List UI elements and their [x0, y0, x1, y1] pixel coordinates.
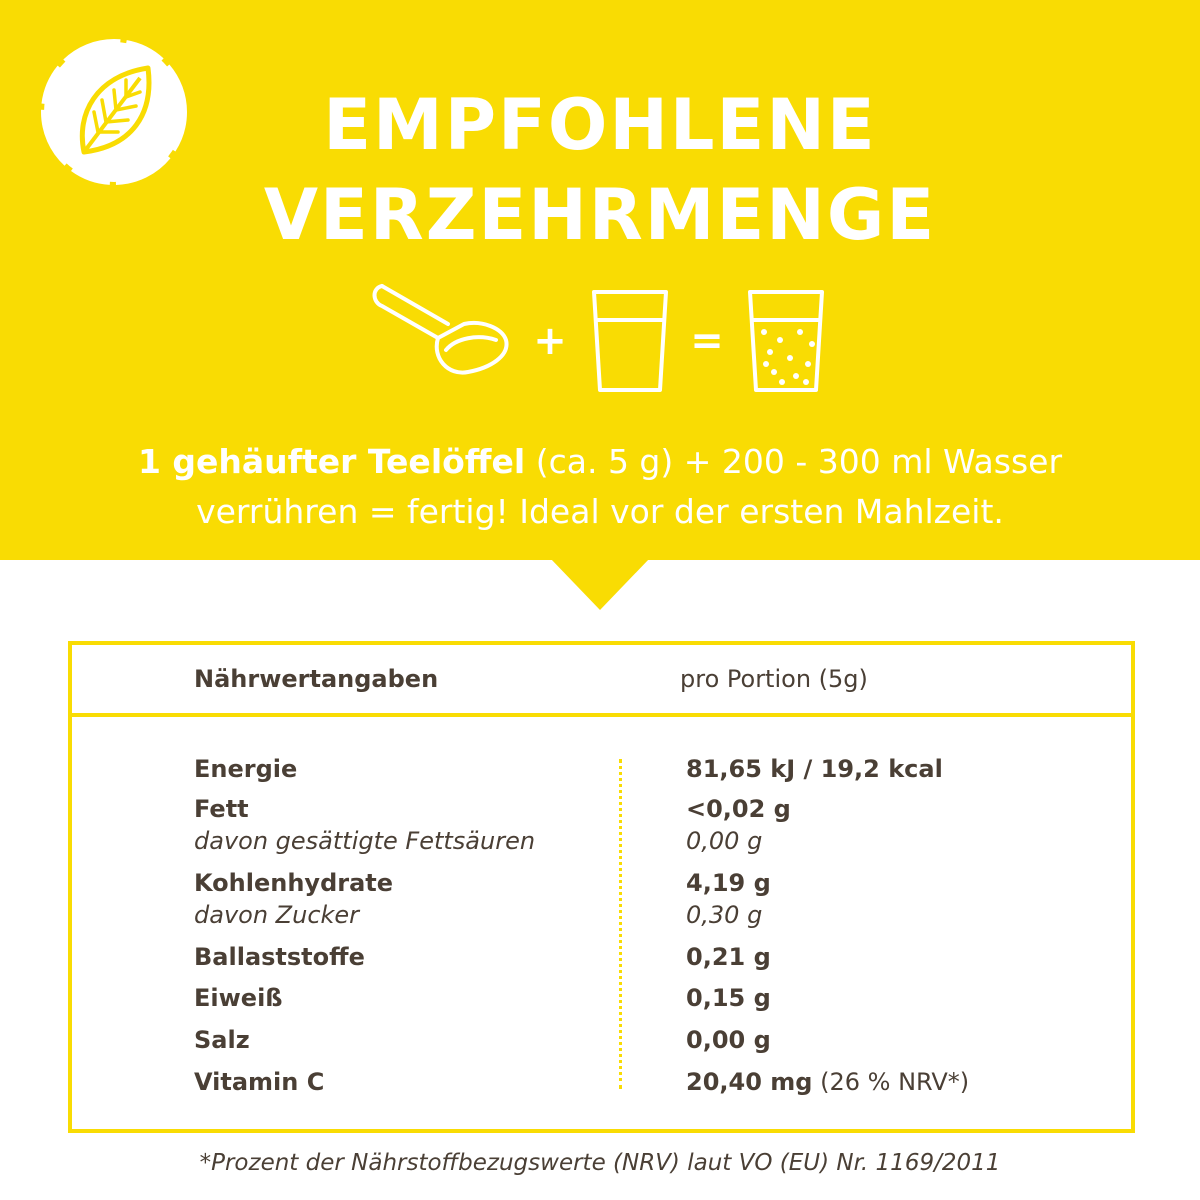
header-nutrient: Nährwertangaben — [194, 665, 439, 693]
row-value: 0,00 g — [686, 1026, 771, 1054]
row-value: 0,00 g — [686, 827, 763, 855]
spoon-icon — [375, 286, 507, 373]
glass-drink-icon — [750, 292, 822, 390]
row-value: 0,15 g — [686, 984, 771, 1012]
row-name: Ballaststoffe — [194, 943, 365, 971]
bubbles — [761, 329, 815, 385]
instructions-rest: (ca. 5 g) + 200 - 300 ml Wasser — [525, 442, 1063, 481]
row-name: Vitamin C — [194, 1068, 325, 1096]
nutrition-table — [68, 641, 1135, 1133]
row-name: Fett — [194, 795, 249, 823]
row-name: Salz — [194, 1026, 250, 1054]
row-value: 4,19 g — [686, 869, 771, 897]
row-value: 0,21 g — [686, 943, 771, 971]
glass-water-icon — [594, 292, 666, 390]
row-name: Eiweiß — [194, 984, 283, 1012]
footnote: *Prozent der Nährstoffbezugswerte (NRV) laut VO (EU) Nr. 1169/2011 — [199, 1150, 1001, 1176]
row-value — [686, 1068, 969, 1096]
row-value: 0,30 g — [686, 901, 763, 929]
instructions-bold: 1 gehäufter Teelöffel — [137, 442, 526, 481]
row-name: Kohlenhydrate — [194, 869, 394, 897]
plus-sign: + — [533, 318, 567, 364]
row-name: davon Zucker — [194, 901, 360, 929]
row-value: <0,02 g — [686, 795, 791, 823]
header-portion: pro Portion (5g) — [680, 665, 868, 693]
column-divider — [619, 759, 622, 1089]
preparation-equation — [360, 280, 840, 400]
usage-instructions — [0, 437, 1200, 537]
row-value-extra: (26 % NRV*) — [812, 1068, 970, 1096]
title-line-1: EMPFOHLENE — [323, 84, 877, 166]
title-line-2: VERZEHRMENGE — [263, 174, 937, 256]
row-name: davon gesättigte Fettsäuren — [194, 827, 536, 855]
row-value-main: 20,40 mg — [686, 1068, 813, 1096]
equals-sign: = — [690, 318, 724, 364]
table-header — [72, 645, 1131, 717]
instructions-line-2: verrühren = fertig! Ideal vor der ersten Mahlzeit. — [196, 492, 1004, 531]
page-title — [0, 80, 1200, 260]
instructions-line-1 — [0, 437, 1200, 487]
row-name: Energie — [194, 755, 298, 783]
banner-pointer — [550, 558, 650, 610]
row-value: 81,65 kJ / 19,2 kcal — [686, 755, 943, 783]
